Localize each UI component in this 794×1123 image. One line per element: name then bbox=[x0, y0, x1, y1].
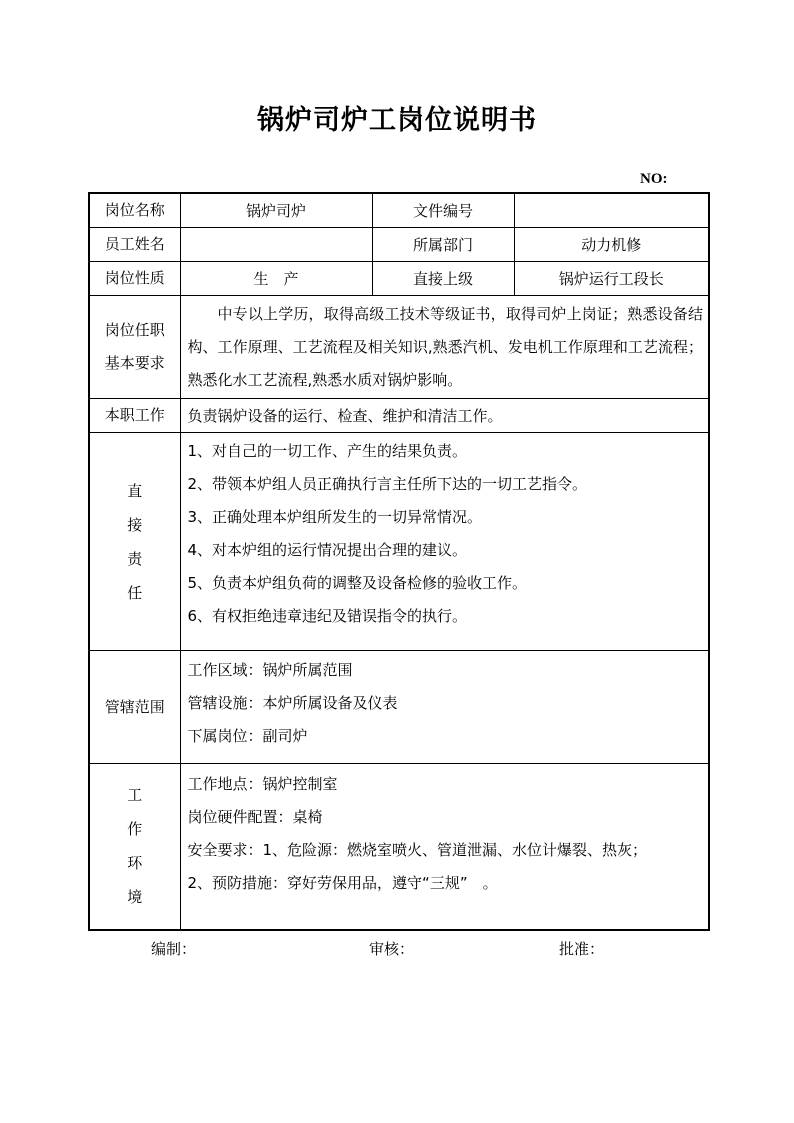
environment-item: 安全要求：1、危险源：燃烧室喷火、管道泄漏、水位计爆裂、热灰； bbox=[187, 841, 648, 859]
employee-name-value bbox=[180, 228, 372, 262]
department-label: 所属部门 bbox=[372, 228, 514, 262]
responsibility-label-char: 任 bbox=[127, 583, 143, 602]
row-scope bbox=[89, 651, 709, 764]
requirements-label-line1: 岗位任职 bbox=[104, 321, 165, 339]
responsibility-item: 3、正确处理本炉组所发生的一切异常情况。 bbox=[187, 508, 483, 526]
row-position-name bbox=[89, 193, 709, 228]
responsibility-item: 2、带领本炉组人员正确执行言主任所下达的一切工艺指令。 bbox=[187, 475, 588, 493]
position-nature-value: 生 产 bbox=[180, 262, 372, 296]
environment-item: 岗位硬件配置：桌椅 bbox=[187, 808, 323, 826]
environment-list bbox=[180, 764, 709, 930]
requirements-text: 中专以上学历，取得高级工技术等级证书，取得司炉上岗证；熟悉设备结构、工作原理、工艺流程及相关知识,熟悉汽机、发电机工作原理和工艺流程；熟悉化水工艺流程,熟悉水质对锅炉影响。 bbox=[180, 296, 709, 399]
reviewed-by-label: 审核： bbox=[369, 940, 415, 958]
row-employee-name bbox=[89, 228, 709, 262]
scope-list bbox=[180, 651, 709, 764]
requirements-label bbox=[89, 296, 180, 399]
responsibility-item: 5、负责本炉组负荷的调整及设备检修的验收工作。 bbox=[187, 574, 528, 592]
position-name-value: 锅炉司炉 bbox=[180, 193, 372, 228]
environment-item: 工作地点：锅炉控制室 bbox=[187, 775, 338, 793]
scope-item: 下属岗位：副司炉 bbox=[187, 727, 308, 745]
scope-item: 管辖设施：本炉所属设备及仪表 bbox=[187, 694, 398, 712]
environment-label-char: 境 bbox=[127, 888, 143, 907]
row-duty bbox=[89, 399, 709, 433]
row-requirements bbox=[89, 296, 709, 399]
responsibility-label bbox=[89, 433, 180, 651]
environment-label-char: 作 bbox=[127, 820, 143, 839]
responsibility-label-char: 直 bbox=[127, 481, 143, 500]
position-name-label: 岗位名称 bbox=[89, 193, 180, 228]
responsibility-label-char: 接 bbox=[127, 515, 143, 534]
direct-superior-label: 直接上级 bbox=[372, 262, 514, 296]
prepared-by-label: 编制： bbox=[151, 940, 197, 958]
responsibility-item: 1、对自己的一切工作、产生的结果负责。 bbox=[187, 442, 468, 460]
row-responsibility bbox=[89, 433, 709, 651]
responsibility-label-char: 责 bbox=[127, 549, 143, 568]
approved-by-label: 批准： bbox=[559, 940, 605, 958]
row-environment bbox=[89, 764, 709, 930]
position-nature-label: 岗位性质 bbox=[89, 262, 180, 296]
scope-label: 管辖范围 bbox=[89, 651, 180, 764]
environment-label-char: 工 bbox=[127, 786, 143, 805]
document-title: 锅炉司炉工岗位说明书 bbox=[257, 105, 537, 136]
job-description-table bbox=[88, 192, 710, 931]
duty-label: 本职工作 bbox=[89, 399, 180, 433]
duty-text: 负责锅炉设备的运行、检查、维护和清洁工作。 bbox=[180, 399, 709, 433]
environment-item: 2、预防措施：穿好劳保用品，遵守“三规” 。 bbox=[187, 874, 498, 892]
responsibility-list bbox=[180, 433, 709, 651]
responsibility-item: 4、对本炉组的运行情况提出合理的建议。 bbox=[187, 541, 468, 559]
responsibility-item: 6、有权拒绝违章违纪及错误指令的执行。 bbox=[187, 607, 468, 625]
environment-label bbox=[89, 764, 180, 930]
row-position-nature bbox=[89, 262, 709, 296]
document-number-label: NO: bbox=[640, 171, 668, 187]
environment-label-char: 环 bbox=[127, 854, 143, 873]
department-value: 动力机修 bbox=[514, 228, 709, 262]
document-number-field-label: 文件编号 bbox=[372, 193, 514, 228]
scope-item: 工作区域：锅炉所属范围 bbox=[187, 661, 353, 679]
employee-name-label: 员工姓名 bbox=[89, 228, 180, 262]
requirements-label-line2: 基本要求 bbox=[104, 354, 165, 372]
direct-superior-value: 锅炉运行工段长 bbox=[514, 262, 709, 296]
document-number-value bbox=[514, 193, 709, 228]
